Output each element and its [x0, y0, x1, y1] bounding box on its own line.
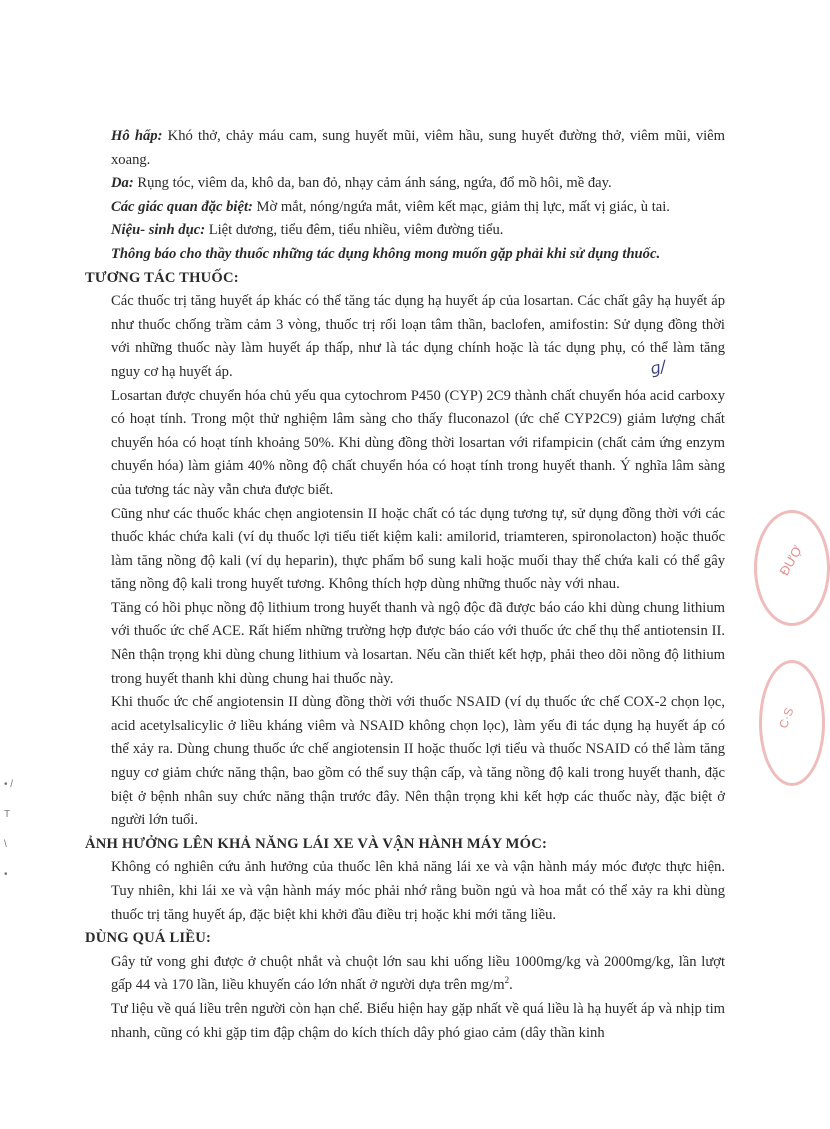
- overdose-paragraph: [111, 951, 725, 998]
- side-effect-text: Liệt dương, tiểu đêm, tiểu nhiều, viêm đường tiểu.: [205, 222, 504, 239]
- side-effect-text: Khó thở, chảy máu cam, sung huyết mũi, viêm hầu, sung huyết đường thở, viêm mũi, viêm xoang.: [111, 128, 725, 168]
- red-stamp-icon: C·S: [759, 660, 825, 786]
- side-effect-label: Da:: [111, 175, 134, 192]
- overdose-text-end: .: [509, 977, 513, 994]
- overdose-text: Gây tử vong ghi được ở chuột nhắt và chuột lớn sau khi uống liều 1000mg/kg và 2000mg/kg, lần lượt gấp 44 và 170 lần, liều khuyến cáo lớn nhất ở người dựa trên mg/m: [111, 953, 725, 994]
- side-effect-text: Rụng tóc, viêm da, khô da, ban đỏ, nhạy cảm ánh sáng, ngứa, đổ mồ hôi, mề đay.: [133, 175, 612, 192]
- interactions-paragraph: Cũng như các thuốc khác chẹn angiotensin II hoặc chất có tác dụng tương tự, sử dụng đồng thời với các thuốc khác chứa kali (ví dụ thuốc lợi tiểu tiết kiệm kali: amilorid, triamteren, spironolacton) hoặc thuốc làm tăng nồng độ kali (ví dụ heparin), thực phẩm bổ sung kali hoặc muối thay thế chứa kali có thể gây tăng nồng độ kali trong huyết tương. Không thích hợp dùng những thuốc này với nhau.: [111, 505, 725, 593]
- red-stamp-icon: ĐƯỢ: [754, 510, 830, 626]
- interactions-paragraph: Losartan được chuyển hóa chủ yếu qua cytochrom P450 (CYP) 2C9 thành chất chuyển hóa acid carboxy có hoạt tính. Trong một thử nghiệm lâm sàng cho thấy fluconazol (ức chế CYP2C9) giảm lượng chất chuyển hóa có hoạt tính khoảng 50%. Khi dùng đồng thời losartan với rifampicin (chất cảm ứng enzym chuyển hóa) làm giảm 40% nồng độ chất chuyển hóa có hoạt tính trong huyết thanh. Ý nghĩa lâm sàng của tương tác này vẫn chưa được biết.: [111, 387, 725, 498]
- margin-marks-icon: • / T \ •: [4, 779, 14, 880]
- section-heading-interactions: TƯƠNG TÁC THUỐC:: [85, 269, 239, 286]
- section-heading-overdose: DÙNG QUÁ LIỀU:: [85, 930, 212, 947]
- side-effect-label: Niệu- sinh dục:: [111, 222, 206, 239]
- overdose-paragraph: Tư liệu về quá liều trên người còn hạn chế. Biểu hiện hay gặp nhất về quá liều là hạ huyết áp và nhịp tim nhanh, cũng có khi gặp tim đập chậm do kích thích dây phó giao cảm (dây thần kinh: [111, 1000, 725, 1041]
- side-effect-genitourinary: [111, 219, 725, 243]
- handwritten-initials-icon: ɡ/: [648, 356, 668, 379]
- superscript: 2: [504, 975, 510, 986]
- interactions-paragraph: Tăng có hồi phục nồng độ lithium trong huyết thanh và ngộ độc đã được báo cáo khi dùng chung lithium với thuốc ức chế ACE. Rất hiếm những trường hợp được báo cáo với thuốc ức chế thụ thể antiotensin II. Nên thận trọng khi dùng chung lithium và losartan. Nếu cần thiết kết hợp, phải theo dõi nồng độ lithium trong huyết thanh khi dùng chung hai thuốc này.: [111, 599, 725, 687]
- side-effect-respiratory: [111, 125, 725, 172]
- side-effect-label: Hô hấp:: [111, 128, 163, 144]
- interactions-paragraph: Các thuốc trị tăng huyết áp khác có thể tăng tác dụng hạ huyết áp của losartan. Các chất gây hạ huyết áp như thuốc chống trầm cảm 3 vòng, thuốc trị rối loạn tâm thần, baclofen, amifostin: Sử dụng đồng thời với những thuốc này làm huyết áp thấp, như là tác dụng chính hoặc là tác dụng phụ, có thể làm tăng nguy cơ hạ huyết áp.: [111, 293, 725, 380]
- side-effect-special-senses: [111, 196, 725, 220]
- side-effect-skin: [111, 172, 725, 196]
- interactions-paragraph: Khi thuốc ức chế angiotensin II dùng đồng thời với thuốc NSAID (ví dụ thuốc ức chế COX-2 chọn lọc, acid acetylsalicylic ở liều kháng viêm và NSAID không chọn lọc), làm yếu đi tác dụng hạ huyết áp có thể xảy ra. Dùng chung thuốc ức chế angiotensin II hoặc thuốc lợi tiểu và thuốc NSAID có thể làm tăng nguy cơ giảm chức năng thận, bao gồm có thể suy thận cấp, và tăng nồng độ kali trong huyết thanh, đặc biệt ở bệnh nhân suy chức năng thận trước đây. Nên thận trọng khi kết hợp các thuốc này, đặc biệt ở người lớn tuổi.: [111, 694, 725, 829]
- adverse-effect-notice: Thông báo cho thầy thuốc những tác dụng không mong muốn gặp phải khi sử dụng thuốc.: [111, 245, 661, 262]
- side-effect-label: Các giác quan đặc biệt:: [111, 198, 253, 215]
- document-body: [85, 125, 725, 1045]
- driving-paragraph: Không có nghiên cứu ảnh hưởng của thuốc lên khả năng lái xe và vận hành máy móc được thực hiện. Tuy nhiên, khi lái xe và vận hành máy móc phải nhớ rằng buồn ngủ và hoa mắt có thể xảy ra khi dùng thuốc trị tăng huyết áp, đặc biệt khi khởi đầu điều trị hoặc khi mới tăng liều.: [111, 859, 725, 923]
- section-heading-driving: ẢNH HƯỞNG LÊN KHẢ NĂNG LÁI XE VÀ VẬN HÀNH MÁY MÓC:: [85, 835, 547, 852]
- side-effect-text: Mờ mắt, nóng/ngứa mắt, viêm kết mạc, giảm thị lực, mất vị giác, ù tai.: [252, 198, 670, 215]
